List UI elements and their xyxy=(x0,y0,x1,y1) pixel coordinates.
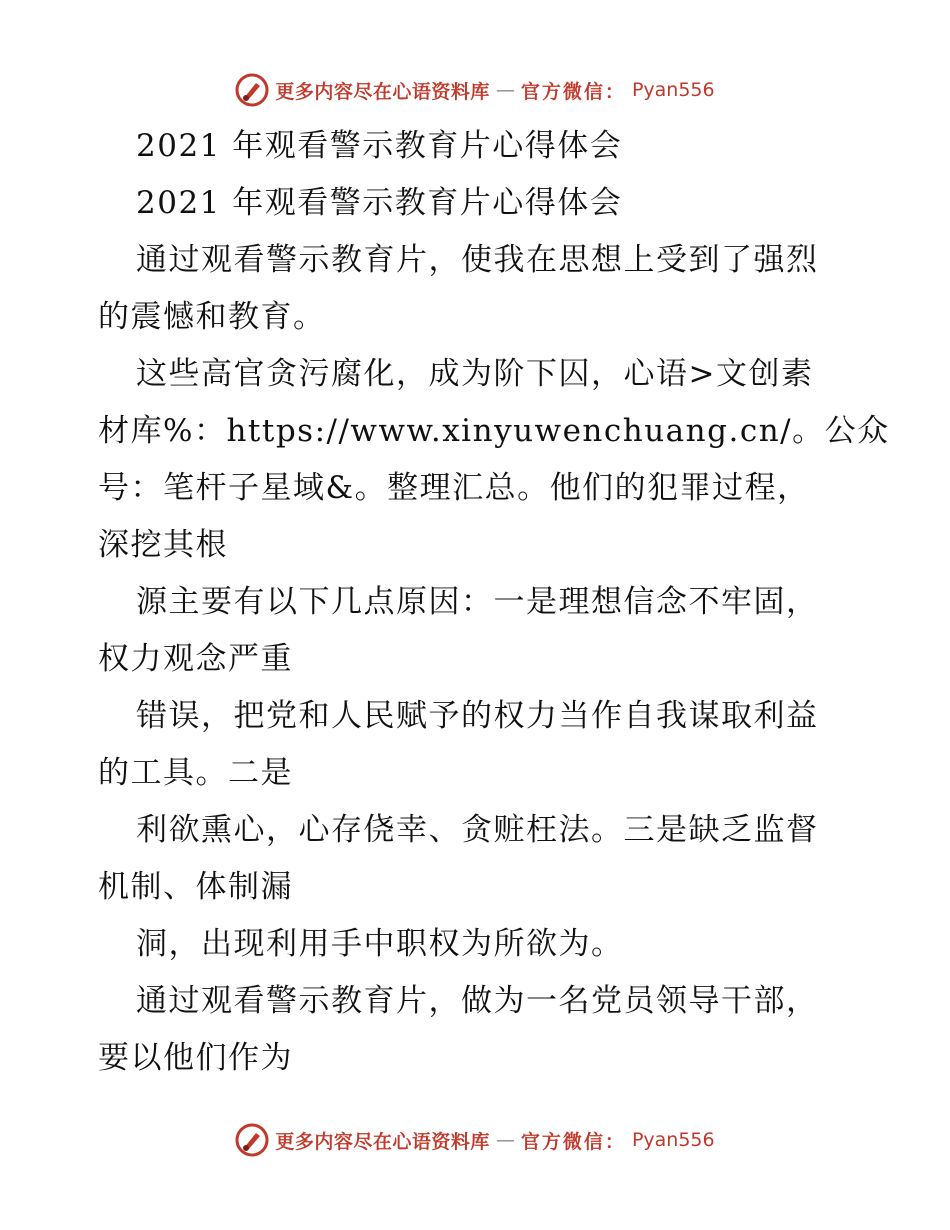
banner-wechat-label: 官方微信： xyxy=(520,80,626,103)
banner-wechat-id: Pyan556 xyxy=(631,1129,715,1151)
banner-separator: — xyxy=(495,79,515,101)
text-line: 要以他们作为 xyxy=(98,1040,293,1076)
doc-title: 2021 年观看警示教育片心得体会 xyxy=(136,128,623,164)
brush-logo-icon xyxy=(235,73,269,107)
banner-wechat-label: 官方微信： xyxy=(520,1130,626,1153)
doc-title-repeat: 2021 年观看警示教育片心得体会 xyxy=(136,185,623,221)
text-line: 的震憾和教育。 xyxy=(98,299,326,335)
text-line: 深挖其根 xyxy=(98,527,228,563)
footer-banner xyxy=(0,1120,950,1160)
document-body xyxy=(98,118,890,1087)
text-line: 洞，出现利用手中职权为所欲为。 xyxy=(136,926,624,962)
text-line: 源主要有以下几点原因：一是理想信念不牢固， xyxy=(136,584,819,620)
text-line: 材库%：https://www.xinyuwenchuang.cn/。公众 xyxy=(98,413,890,449)
text-line: 错误，把党和人民赋予的权力当作自我谋取利益 xyxy=(136,698,819,734)
text-line: 号：笔杆子星域&。整理汇总。他们的犯罪过程， xyxy=(98,470,810,506)
text-line: 通过观看警示教育片，做为一名党员领导干部， xyxy=(136,983,819,1019)
banner-separator: — xyxy=(495,1129,515,1151)
text-line: 通过观看警示教育片，使我在思想上受到了强烈 xyxy=(136,242,819,278)
banner-wechat-id: Pyan556 xyxy=(631,79,715,101)
text-line: 机制、体制漏 xyxy=(98,869,293,905)
text-line: 这些高官贪污腐化，成为阶下囚，心语>文创素 xyxy=(136,356,814,392)
text-line: 利欲熏心，心存侥幸、贪赃枉法。三是缺乏监督 xyxy=(136,812,819,848)
text-line: 的工具。二是 xyxy=(98,755,293,791)
banner-promo-text: 更多内容尽在心语资料库 xyxy=(275,1130,490,1153)
header-banner xyxy=(0,70,950,110)
text-line: 权力观念严重 xyxy=(98,641,293,677)
brush-logo-icon xyxy=(235,1123,269,1157)
banner-promo-text: 更多内容尽在心语资料库 xyxy=(275,80,490,103)
